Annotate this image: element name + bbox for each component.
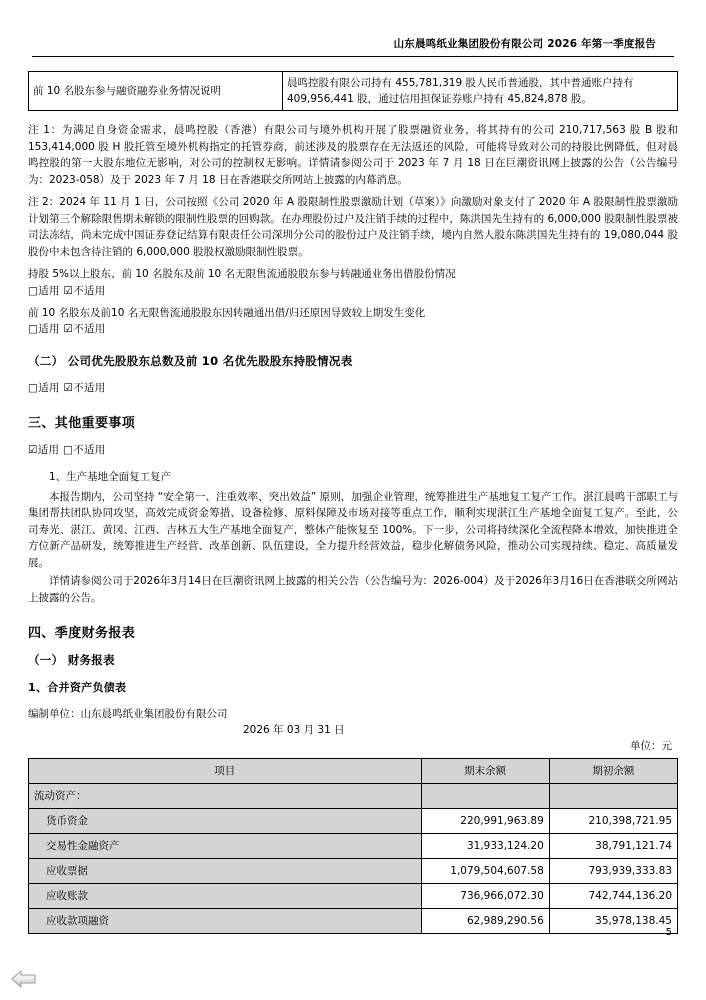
balance-sheet-item-name: 应收账款 [29,884,422,909]
other-matters-item-1-title: 1、生产基地全面复工复产 [49,471,172,483]
balance-sheet-item-name: 应收票据 [29,859,422,884]
not-applicable-label: 不适用 [73,444,106,456]
header-divider [32,56,674,57]
consolidated-balance-sheet-heading: 1、合并资产负债表 [28,681,127,694]
not-applicable-label: 不适用 [73,323,106,335]
balance-sheet-begin-balance: 742,744,136.20 [549,884,677,909]
balance-sheet-begin-balance: 35,978,138.45 [549,909,677,934]
note-2-paragraph: 注 2：2024 年 11 月 1 日，公司按照《公司 2020 年 A 股限制性股票激励计划（草案）》向激励对象支付了 2020 年 A 股限制性股票激励计划第三个解除限售期未解锁的限制性股票的回购款。在办理股份过户及注销手续的过程中，陈洪国先生持有的 6,000,000 股限制性股票被司法冻结，尚未完成中国证券登记结算有限责任公司深圳分公司的股份过户及注销手续，境内自然人股东陈洪国先生持有的 19,080,044 股股份中未包含待注销的 6,000,000 股股权激励限制性股票。 [28,196,678,258]
table-row [29,784,678,809]
balance-sheet-begin-balance [549,784,677,809]
column-header-item: 项目 [29,759,422,784]
balance-sheet-end-balance: 1,079,504,607.58 [421,859,549,884]
balance-sheet-body [29,784,678,934]
not-applicable-label: 不适用 [73,382,106,394]
preparer-label: 编制单位：山东晨鸣纸业集团股份有限公司 [28,708,228,720]
balance-sheet-item-name: 流动资产： [29,784,422,809]
balance-sheet-end-balance [421,784,549,809]
table-row [29,72,678,111]
balance-sheet-table [28,758,678,934]
table-row [29,859,678,884]
not-applicable-label: 不适用 [73,284,106,297]
applicable-label: 适用 [38,284,60,297]
change-heading: 前 10 名股东及前10 名无限售流通股股东因转融通出借/归还原因导致较上期发生变化 [28,306,426,319]
column-header-end-balance: 期末余额 [421,759,549,784]
margin-lending-note-table [28,71,678,111]
running-header: 山东晨鸣纸业集团股份有限公司 2026 年第一季度报告 [393,38,656,50]
checkbox-checked-icon[interactable]: ☑ [28,444,38,456]
preferred-applicability [28,380,678,396]
table-row [29,834,678,859]
change-applicability [28,321,678,337]
other-matters-paragraph-1: 本报告期内，公司坚持 “安全第一、注重效率、突出效益” 原则，加强企业管理，统筹推进生产基地复工复产工作。湛江晨鸣干部职工与集团帮扶团队协同攻坚，高效完成资金筹措、设备检修、原料保障及市场对接等重点工作，顺利实现湛江生产基地全面复工复产。至此，公司寿光、湛江、黄冈、江西、吉林五大生产基地全面复产，整体产能恢复至 100%。下一步，公司将持续深化全流程降本增效，加快推进全方位新产品研发，统筹推进生产经营、改革创新、队伍建设，全力提升经营效益，稳步化解债务风险，推动公司实现持续、稳定、高质量发展。 [28,490,678,569]
lending-heading: 持股 5%以上股东、前 10 名股东及前 10 名无限售流通股股东参与转融通业务出借股份情况 [28,268,456,280]
applicable-label: 适用 [38,382,60,394]
applicable-label: 适用 [37,444,60,456]
checkbox-checked-icon[interactable]: ☑ [63,284,74,297]
column-header-begin-balance: 期初余额 [549,759,677,784]
applicable-label: 适用 [38,323,60,335]
balance-sheet-end-balance: 31,933,124.20 [421,834,549,859]
table-row [29,884,678,909]
checkbox-unchecked-icon[interactable]: □ [28,382,39,394]
balance-sheet-item-name: 应收款项融资 [29,909,422,934]
table-row [29,909,678,934]
note-label-cell: 前 10 名股东参与融资融券业务情况说明 [29,72,283,111]
left-arrow-icon[interactable] [10,968,40,990]
balance-sheet-end-balance: 736,966,072.30 [421,884,549,909]
section-other-matters-heading: 三、其他重要事项 [28,416,136,431]
checkbox-checked-icon[interactable]: ☑ [63,382,74,394]
note-value-cell: 晨鸣控股有限公司持有 455,781,319 股人民币普通股，其中普通账户持有 409,956,441 股，通过信用担保证券账户持有 45,824,878 股。 [283,72,678,111]
checkbox-unchecked-icon[interactable]: □ [28,323,39,335]
currency-unit-label: 单位：元 [630,740,672,752]
balance-sheet-begin-balance: 793,939,333.83 [549,859,677,884]
checkbox-checked-icon[interactable]: ☑ [63,323,74,335]
balance-sheet-item-name: 货币资金 [29,809,422,834]
balance-sheet-begin-balance: 210,398,721.95 [549,809,677,834]
preferred-shareholders-heading: （二） 公司优先股股东总数及前 10 名优先股股东持股情况表 [28,354,353,368]
other-matters-applicability [28,442,678,458]
report-date: 2026 年 03 月 31 日 [243,724,345,736]
page-number: 5 [665,927,672,938]
lending-applicability [28,283,678,299]
balance-sheet-end-balance: 220,991,963.89 [421,809,549,834]
checkbox-unchecked-icon[interactable]: □ [28,284,39,297]
other-matters-paragraph-2: 详情请参阅公司于2026年3月14日在巨潮资讯网上披露的相关公告（公告编号为：2026-004）及于2026年3月16日在香港联交所网站上披露的公告。 [28,575,678,604]
balance-sheet-item-name: 交易性金融资产 [29,834,422,859]
financial-statements-subheading: （一） 财务报表 [28,653,115,667]
checkbox-unchecked-icon[interactable]: □ [62,444,74,456]
section-financial-statements-heading: 四、季度财务报表 [28,626,136,641]
balance-sheet-end-balance: 62,989,290.56 [421,909,549,934]
balance-sheet-begin-balance: 38,791,121.74 [549,834,677,859]
table-row [29,809,678,834]
note-1-paragraph: 注 1：为满足自身资金需求，晨鸣控股（香港）有限公司与境外机构开展了股票融资业务，将其持有的公司 210,717,563 股 B 股和 153,414,000 股 H 股托管至境外机构指定的托管券商，前述涉及的股票存在无法返还的风险，可能将导致对公司的持股比例降低，但对晨鸣控股的第一大股东地位无影响，对公司的控制权无影响。详情请参阅公司于 2023 年 7 月 18 日在巨潮资讯网上披露的公告（公告编号为：2023-058）及于 2023 年 7 月 18 日在香港联交所网站上披露的内幕消息。 [28,124,678,186]
table-header-row [29,759,678,784]
